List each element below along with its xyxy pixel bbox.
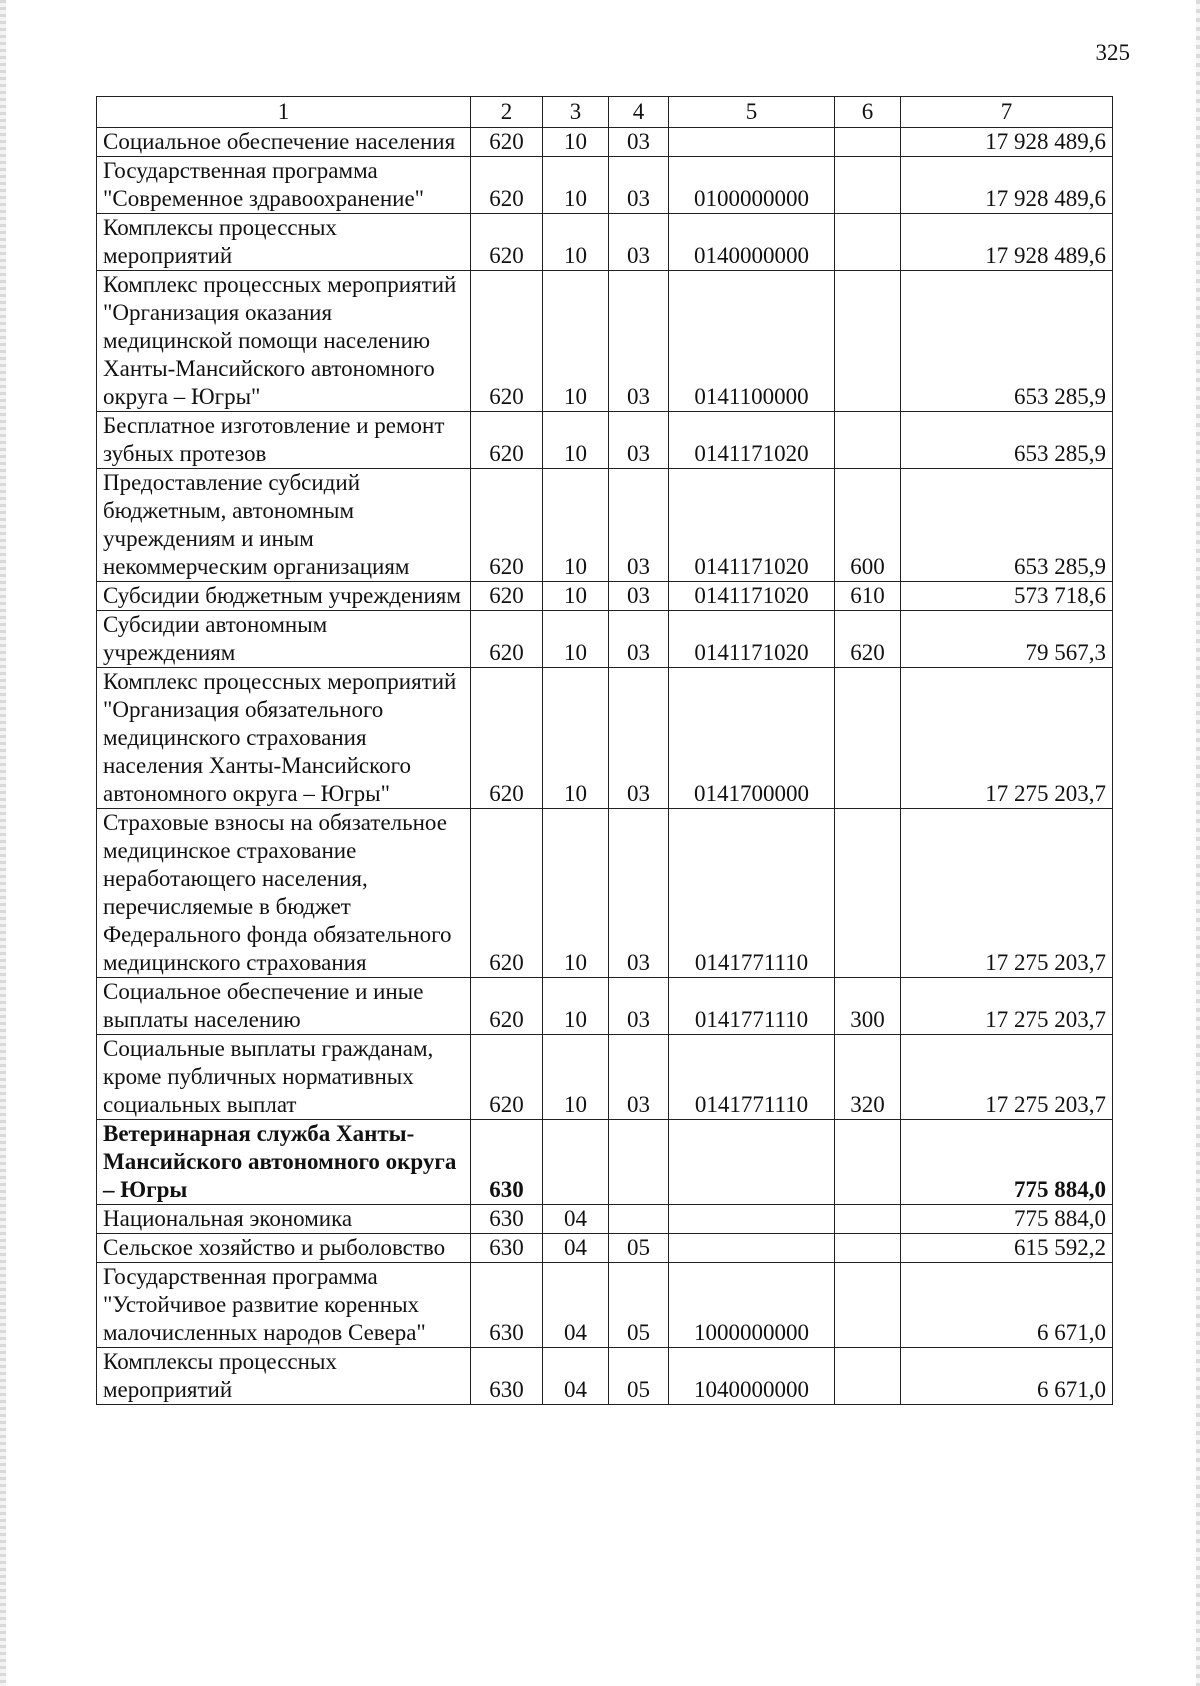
row-col5-cell	[669, 1234, 835, 1263]
table-header-row	[97, 97, 1113, 128]
row-col2-cell: 630	[471, 1234, 543, 1263]
table-row	[97, 214, 1113, 271]
row-name-cell: Комплексы процессных мероприятий	[97, 1348, 471, 1405]
row-col5-cell: 0141171020	[669, 469, 835, 582]
row-col5-cell: 0141100000	[669, 271, 835, 412]
table-row	[97, 1120, 1113, 1205]
row-col6-cell	[835, 128, 901, 157]
row-sum-cell: 653 285,9	[901, 469, 1113, 582]
row-col2-cell: 620	[471, 469, 543, 582]
row-col5-cell: 0141171020	[669, 412, 835, 469]
row-col4-cell: 03	[609, 582, 669, 611]
row-col3-cell: 10	[543, 412, 609, 469]
row-col3-cell: 10	[543, 157, 609, 214]
row-col3-cell: 04	[543, 1263, 609, 1348]
row-name-cell: Сельское хозяйство и рыболовство	[97, 1234, 471, 1263]
row-sum-cell: 17 928 489,6	[901, 214, 1113, 271]
row-col2-cell: 620	[471, 611, 543, 668]
row-col6-cell	[835, 1263, 901, 1348]
column-header: 1	[97, 97, 471, 128]
row-name-cell: Комплексы процессных мероприятий	[97, 214, 471, 271]
row-col4-cell: 03	[609, 469, 669, 582]
row-name-cell: Государственная программа "Современное здравоохранение"	[97, 157, 471, 214]
table-row	[97, 1263, 1113, 1348]
row-col5-cell	[669, 128, 835, 157]
row-sum-cell: 17 275 203,7	[901, 1035, 1113, 1120]
row-col3-cell: 04	[543, 1348, 609, 1405]
row-col4-cell: 03	[609, 978, 669, 1035]
row-name-cell: Национальная экономика	[97, 1205, 471, 1234]
row-col2-cell: 620	[471, 809, 543, 978]
row-col6-cell	[835, 157, 901, 214]
row-col3-cell: 04	[543, 1234, 609, 1263]
table-row	[97, 1205, 1113, 1234]
row-col2-cell: 620	[471, 668, 543, 809]
row-name-cell: Ветеринарная служба Ханты-Мансийского автономного округа – Югры	[97, 1120, 471, 1205]
row-col4-cell: 03	[609, 809, 669, 978]
row-col3-cell: 10	[543, 978, 609, 1035]
column-header: 5	[669, 97, 835, 128]
row-col2-cell: 620	[471, 128, 543, 157]
table-row	[97, 978, 1113, 1035]
row-col4-cell: 03	[609, 128, 669, 157]
row-sum-cell: 653 285,9	[901, 412, 1113, 469]
row-col6-cell	[835, 668, 901, 809]
scan-left-edge	[0, 0, 6, 1686]
row-name-cell: Субсидии автономным учреждениям	[97, 611, 471, 668]
row-sum-cell: 17 275 203,7	[901, 978, 1113, 1035]
row-col6-cell	[835, 214, 901, 271]
row-name-cell: Страховые взносы на обязательное медицинское страхование неработающего населения, перечисляемые в бюджет Федерального фонда обязательного медицинского страхования	[97, 809, 471, 978]
table-row	[97, 128, 1113, 157]
row-col2-cell: 620	[471, 1035, 543, 1120]
row-col4-cell: 03	[609, 157, 669, 214]
row-col6-cell: 620	[835, 611, 901, 668]
row-col4-cell	[609, 1205, 669, 1234]
row-name-cell: Субсидии бюджетным учреждениям	[97, 582, 471, 611]
row-col4-cell: 03	[609, 412, 669, 469]
row-sum-cell: 17 275 203,7	[901, 809, 1113, 978]
row-col2-cell: 630	[471, 1120, 543, 1205]
column-header: 2	[471, 97, 543, 128]
row-col3-cell: 10	[543, 668, 609, 809]
row-col5-cell: 1000000000	[669, 1263, 835, 1348]
row-col3-cell: 10	[543, 469, 609, 582]
row-col6-cell	[835, 1205, 901, 1234]
row-col6-cell	[835, 271, 901, 412]
table-row	[97, 668, 1113, 809]
table-row	[97, 809, 1113, 978]
table-row	[97, 1234, 1113, 1263]
row-col2-cell: 620	[471, 214, 543, 271]
table-row	[97, 611, 1113, 668]
row-col3-cell: 10	[543, 809, 609, 978]
row-col6-cell: 610	[835, 582, 901, 611]
row-name-cell: Социальное обеспечение и иные выплаты населению	[97, 978, 471, 1035]
row-col3-cell: 10	[543, 611, 609, 668]
row-sum-cell: 17 928 489,6	[901, 128, 1113, 157]
row-col6-cell	[835, 809, 901, 978]
row-col5-cell: 0141171020	[669, 582, 835, 611]
table-row	[97, 1348, 1113, 1405]
row-col5-cell: 0141771110	[669, 809, 835, 978]
row-col2-cell: 630	[471, 1263, 543, 1348]
row-col3-cell	[543, 1120, 609, 1205]
row-col5-cell: 0100000000	[669, 157, 835, 214]
row-name-cell: Предоставление субсидий бюджетным, автономным учреждениям и иным некоммерческим организациям	[97, 469, 471, 582]
row-name-cell: Государственная программа "Устойчивое развитие коренных малочисленных народов Севера"	[97, 1263, 471, 1348]
row-col2-cell: 620	[471, 271, 543, 412]
row-col3-cell: 10	[543, 1035, 609, 1120]
row-col2-cell: 630	[471, 1348, 543, 1405]
row-sum-cell: 6 671,0	[901, 1263, 1113, 1348]
row-col3-cell: 04	[543, 1205, 609, 1234]
row-col5-cell: 0141771110	[669, 978, 835, 1035]
row-col5-cell: 0140000000	[669, 214, 835, 271]
row-col5-cell: 1040000000	[669, 1348, 835, 1405]
row-col6-cell: 300	[835, 978, 901, 1035]
column-header: 7	[901, 97, 1113, 128]
row-col4-cell: 03	[609, 271, 669, 412]
row-col3-cell: 10	[543, 214, 609, 271]
row-col4-cell: 03	[609, 611, 669, 668]
row-name-cell: Социальное обеспечение населения	[97, 128, 471, 157]
row-col6-cell	[835, 1348, 901, 1405]
row-col5-cell: 0141700000	[669, 668, 835, 809]
page-number: 325	[1095, 40, 1130, 65]
column-header: 3	[543, 97, 609, 128]
table-row	[97, 582, 1113, 611]
row-col3-cell: 10	[543, 271, 609, 412]
row-col2-cell: 620	[471, 582, 543, 611]
budget-table	[96, 96, 1113, 1405]
table-body	[97, 128, 1113, 1405]
row-col5-cell: 0141171020	[669, 611, 835, 668]
row-col4-cell: 05	[609, 1348, 669, 1405]
row-sum-cell: 17 275 203,7	[901, 668, 1113, 809]
column-header: 4	[609, 97, 669, 128]
row-sum-cell: 615 592,2	[901, 1234, 1113, 1263]
column-header: 6	[835, 97, 901, 128]
row-col6-cell	[835, 1234, 901, 1263]
row-sum-cell: 653 285,9	[901, 271, 1113, 412]
row-col4-cell: 05	[609, 1263, 669, 1348]
row-col4-cell: 03	[609, 214, 669, 271]
row-col6-cell	[835, 1120, 901, 1205]
row-col5-cell: 0141771110	[669, 1035, 835, 1120]
row-col4-cell: 03	[609, 1035, 669, 1120]
row-col3-cell: 10	[543, 128, 609, 157]
row-name-cell: Социальные выплаты гражданам, кроме публичных нормативных социальных выплат	[97, 1035, 471, 1120]
scan-right-edge	[1196, 0, 1200, 1686]
row-name-cell: Бесплатное изготовление и ремонт зубных протезов	[97, 412, 471, 469]
row-name-cell: Комплекс процессных мероприятий "Организация оказания медицинской помощи населению Ханты-Мансийского автономного округа – Югры"	[97, 271, 471, 412]
row-sum-cell: 17 928 489,6	[901, 157, 1113, 214]
table-row	[97, 412, 1113, 469]
row-col2-cell: 620	[471, 978, 543, 1035]
row-sum-cell: 775 884,0	[901, 1205, 1113, 1234]
row-sum-cell: 775 884,0	[901, 1120, 1113, 1205]
row-col4-cell	[609, 1120, 669, 1205]
row-sum-cell: 79 567,3	[901, 611, 1113, 668]
row-name-cell: Комплекс процессных мероприятий "Организация обязательного медицинского страхования населения Ханты-Мансийского автономного округа – Югры"	[97, 668, 471, 809]
row-col5-cell	[669, 1205, 835, 1234]
row-col2-cell: 620	[471, 412, 543, 469]
row-sum-cell: 573 718,6	[901, 582, 1113, 611]
row-col4-cell: 03	[609, 668, 669, 809]
row-col2-cell: 620	[471, 157, 543, 214]
table-row	[97, 1035, 1113, 1120]
table-row	[97, 469, 1113, 582]
row-col5-cell	[669, 1120, 835, 1205]
row-col6-cell: 320	[835, 1035, 901, 1120]
table-row	[97, 157, 1113, 214]
table-row	[97, 271, 1113, 412]
row-col2-cell: 630	[471, 1205, 543, 1234]
row-col4-cell: 05	[609, 1234, 669, 1263]
row-sum-cell: 6 671,0	[901, 1348, 1113, 1405]
row-col6-cell	[835, 412, 901, 469]
row-col6-cell: 600	[835, 469, 901, 582]
row-col3-cell: 10	[543, 582, 609, 611]
